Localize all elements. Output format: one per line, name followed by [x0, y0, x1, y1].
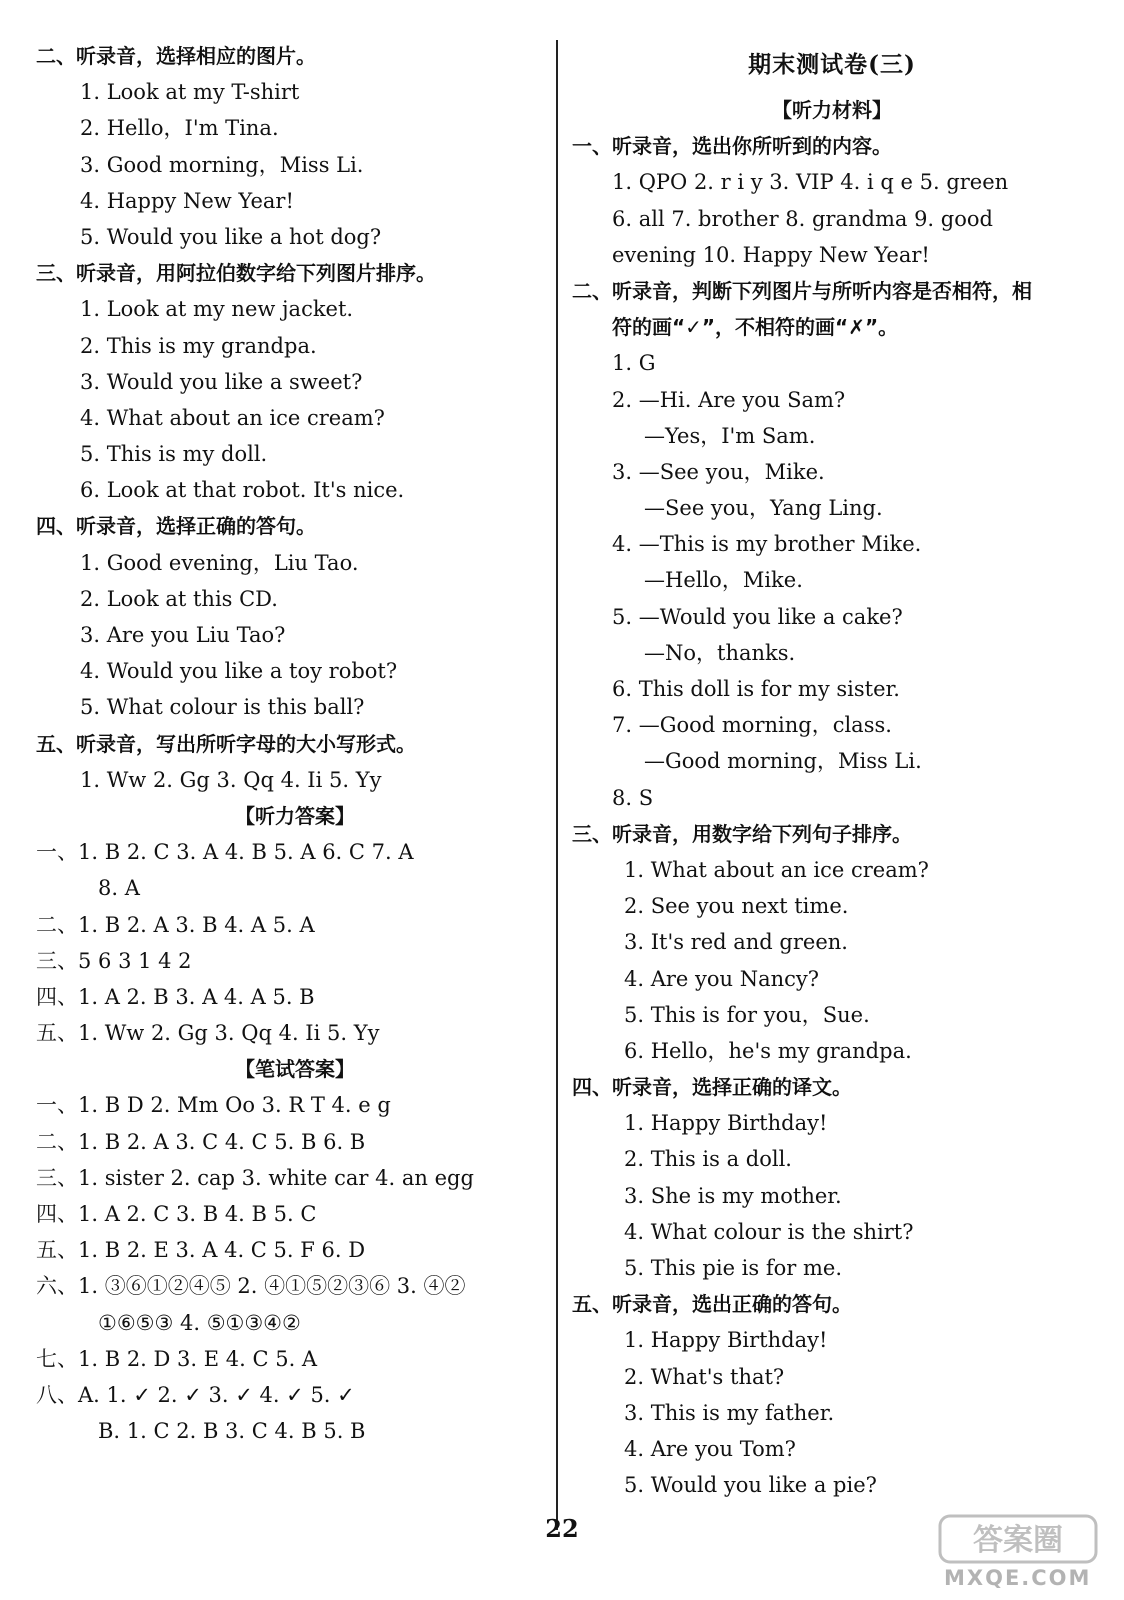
text-line: 七、1. B 2. D 3. E 4. C 5. A — [36, 1346, 318, 1371]
text-line: 2. This is my grandpa. — [80, 333, 317, 358]
text-line: 1. Look at my T-shirt — [80, 80, 300, 105]
text-line: 4. —This is my brother Mike. — [612, 532, 922, 557]
text-line: 二、1. B 2. A 3. C 4. C 5. B 6. B — [36, 1129, 366, 1154]
text-line: 5. This is my doll. — [80, 442, 268, 467]
section-heading: 二、听录音，选择相应的图片。 — [36, 44, 316, 68]
text-line: 四、1. A 2. C 3. B 4. B 5. C — [36, 1202, 317, 1226]
text-line: 1. Ww 2. Gg 3. Qq 4. Ii 5. Yy — [80, 767, 382, 792]
text-line: 5. Would you like a hot dog? — [80, 224, 382, 249]
text-line: 4. Are you Nancy? — [624, 966, 820, 991]
text-line: 8. A — [98, 876, 140, 901]
text-line: —Good morning，Miss Li. — [644, 749, 922, 774]
text-line: 一、1. B D 2. Mm Oo 3. R T 4. e g — [36, 1093, 391, 1118]
column-divider — [556, 40, 558, 1530]
text-line: 2. Hello，I'm Tina. — [80, 116, 279, 141]
text-line: 8. S — [612, 785, 654, 810]
text-line: 3. It's red and green. — [624, 930, 848, 955]
text-line: 2. What's that? — [624, 1364, 785, 1389]
text-line: 1. G — [612, 351, 656, 376]
text-line: 三、5 6 3 1 4 2 — [36, 948, 192, 973]
watermark-logo-icon — [938, 1514, 1098, 1564]
watermark — [938, 1514, 1108, 1594]
section-title: 【笔试答案】 — [235, 1057, 355, 1082]
section-heading: 五、听录音，写出所听字母的大小写形式。 — [36, 731, 416, 756]
text-line: 1. Look at my new jacket. — [80, 297, 354, 322]
text-line: —No，thanks. — [644, 640, 796, 665]
text-line: 2. This is a doll. — [624, 1147, 792, 1172]
text-line: —Yes，I'm Sam. — [644, 423, 816, 448]
text-line: 6. all 7. brother 8. grandma 9. good — [612, 206, 993, 231]
text-line: 3. Would you like a sweet? — [80, 369, 363, 394]
text-line: —See you，Yang Ling. — [644, 496, 883, 521]
page-number: 22 — [545, 1514, 579, 1543]
text-line: 八、A. 1. ✓ 2. ✓ 3. ✓ 4. ✓ 5. ✓ — [36, 1382, 355, 1407]
text-line: 3. Good morning，Miss Li. — [80, 152, 364, 177]
section-title: 【听力答案】 — [235, 803, 355, 828]
text-line: 7. —Good morning，class. — [612, 713, 892, 738]
text-line: B. 1. C 2. B 3. C 4. B 5. B — [98, 1419, 366, 1444]
text-line: 2. —Hi. Are you Sam? — [612, 387, 846, 412]
text-line: 5. What colour is this ball? — [80, 695, 365, 720]
text-line: 1. Happy Birthday! — [624, 1328, 828, 1353]
text-line: 5. Would you like a pie? — [624, 1473, 877, 1498]
section-heading: 一、听录音，选出你所听到的内容。 — [572, 134, 892, 159]
text-line: ①⑥⑤③ 4. ⑤①③④② — [98, 1310, 301, 1335]
text-line: 3. She is my mother. — [624, 1183, 842, 1208]
section-heading: 三、听录音，用数字给下列句子排序。 — [572, 821, 912, 846]
text-line: 4. Happy New Year! — [80, 188, 294, 213]
text-line: 2. Look at this CD. — [80, 586, 278, 611]
text-line: 3. This is my father. — [624, 1400, 835, 1425]
text-line: 4. Are you Tom? — [624, 1436, 796, 1461]
text-line: 6. Look at that robot. It's nice. — [80, 478, 405, 503]
text-line: 6. Hello，he's my grandpa. — [624, 1038, 912, 1063]
text-line: 3. Are you Liu Tao? — [80, 623, 286, 647]
text-line: 一、1. B 2. C 3. A 4. B 5. A 6. C 7. A — [36, 840, 414, 865]
text-line: 1. Good evening，Liu Tao. — [80, 550, 359, 575]
watermark-url: MXQE.COM — [944, 1566, 1092, 1590]
text-line: 五、1. Ww 2. Gg 3. Qq 4. Ii 5. Yy — [36, 1021, 380, 1046]
text-line: 6. This doll is for my sister. — [612, 677, 900, 701]
section-heading: 二、听录音，判断下列图片与所听内容是否相符，相 — [572, 278, 1032, 303]
page-title: 期末测试卷(三) — [748, 51, 916, 78]
text-line: 3. —See you，Mike. — [612, 459, 825, 484]
text-line: 五、1. B 2. E 3. A 4. C 5. F 6. D — [36, 1238, 366, 1263]
text-line: 1. QPO 2. r i y 3. VIP 4. i q e 5. green — [612, 170, 1009, 195]
text-line: 5. This is for you，Sue. — [624, 1002, 870, 1027]
text-line: 三、1. sister 2. cap 3. white car 4. an egg — [36, 1165, 474, 1190]
text-line: 六、1. ③⑥①②④⑤ 2. ④①⑤②③⑥ 3. ④② — [36, 1274, 466, 1299]
text-line: 1. Happy Birthday! — [624, 1111, 828, 1136]
right-column — [572, 38, 1092, 1503]
svg-text:答案圈: 答案圈 — [973, 1523, 1063, 1558]
text-line: 4. What about an ice cream? — [80, 405, 385, 430]
text-line: 四、1. A 2. B 3. A 4. A 5. B — [36, 984, 315, 1009]
text-line: —Hello，Mike. — [644, 568, 803, 593]
text-line: 5. This pie is for me. — [624, 1256, 842, 1280]
text-line: 2. See you next time. — [624, 894, 849, 919]
left-column — [30, 38, 560, 1449]
text-line: 5. —Would you like a cake? — [612, 604, 903, 629]
text-line: 4. Would you like a toy robot? — [80, 659, 398, 684]
section-title: 【听力材料】 — [772, 98, 892, 122]
text-line: 1. What about an ice cream? — [624, 857, 929, 882]
section-heading: 五、听录音，选出正确的答句。 — [572, 1292, 852, 1317]
text-line: 4. What colour is the shirt? — [624, 1219, 914, 1244]
text-line: evening 10. Happy New Year! — [612, 242, 930, 267]
section-heading: 四、听录音，选择正确的答句。 — [36, 514, 316, 539]
section-heading: 三、听录音，用阿拉伯数字给下列图片排序。 — [36, 261, 436, 286]
text-line: 二、1. B 2. A 3. B 4. A 5. A — [36, 912, 315, 937]
section-heading: 四、听录音，选择正确的译文。 — [572, 1075, 852, 1100]
section-heading: 符的画“✓”，不相符的画“✗”。 — [612, 315, 899, 340]
